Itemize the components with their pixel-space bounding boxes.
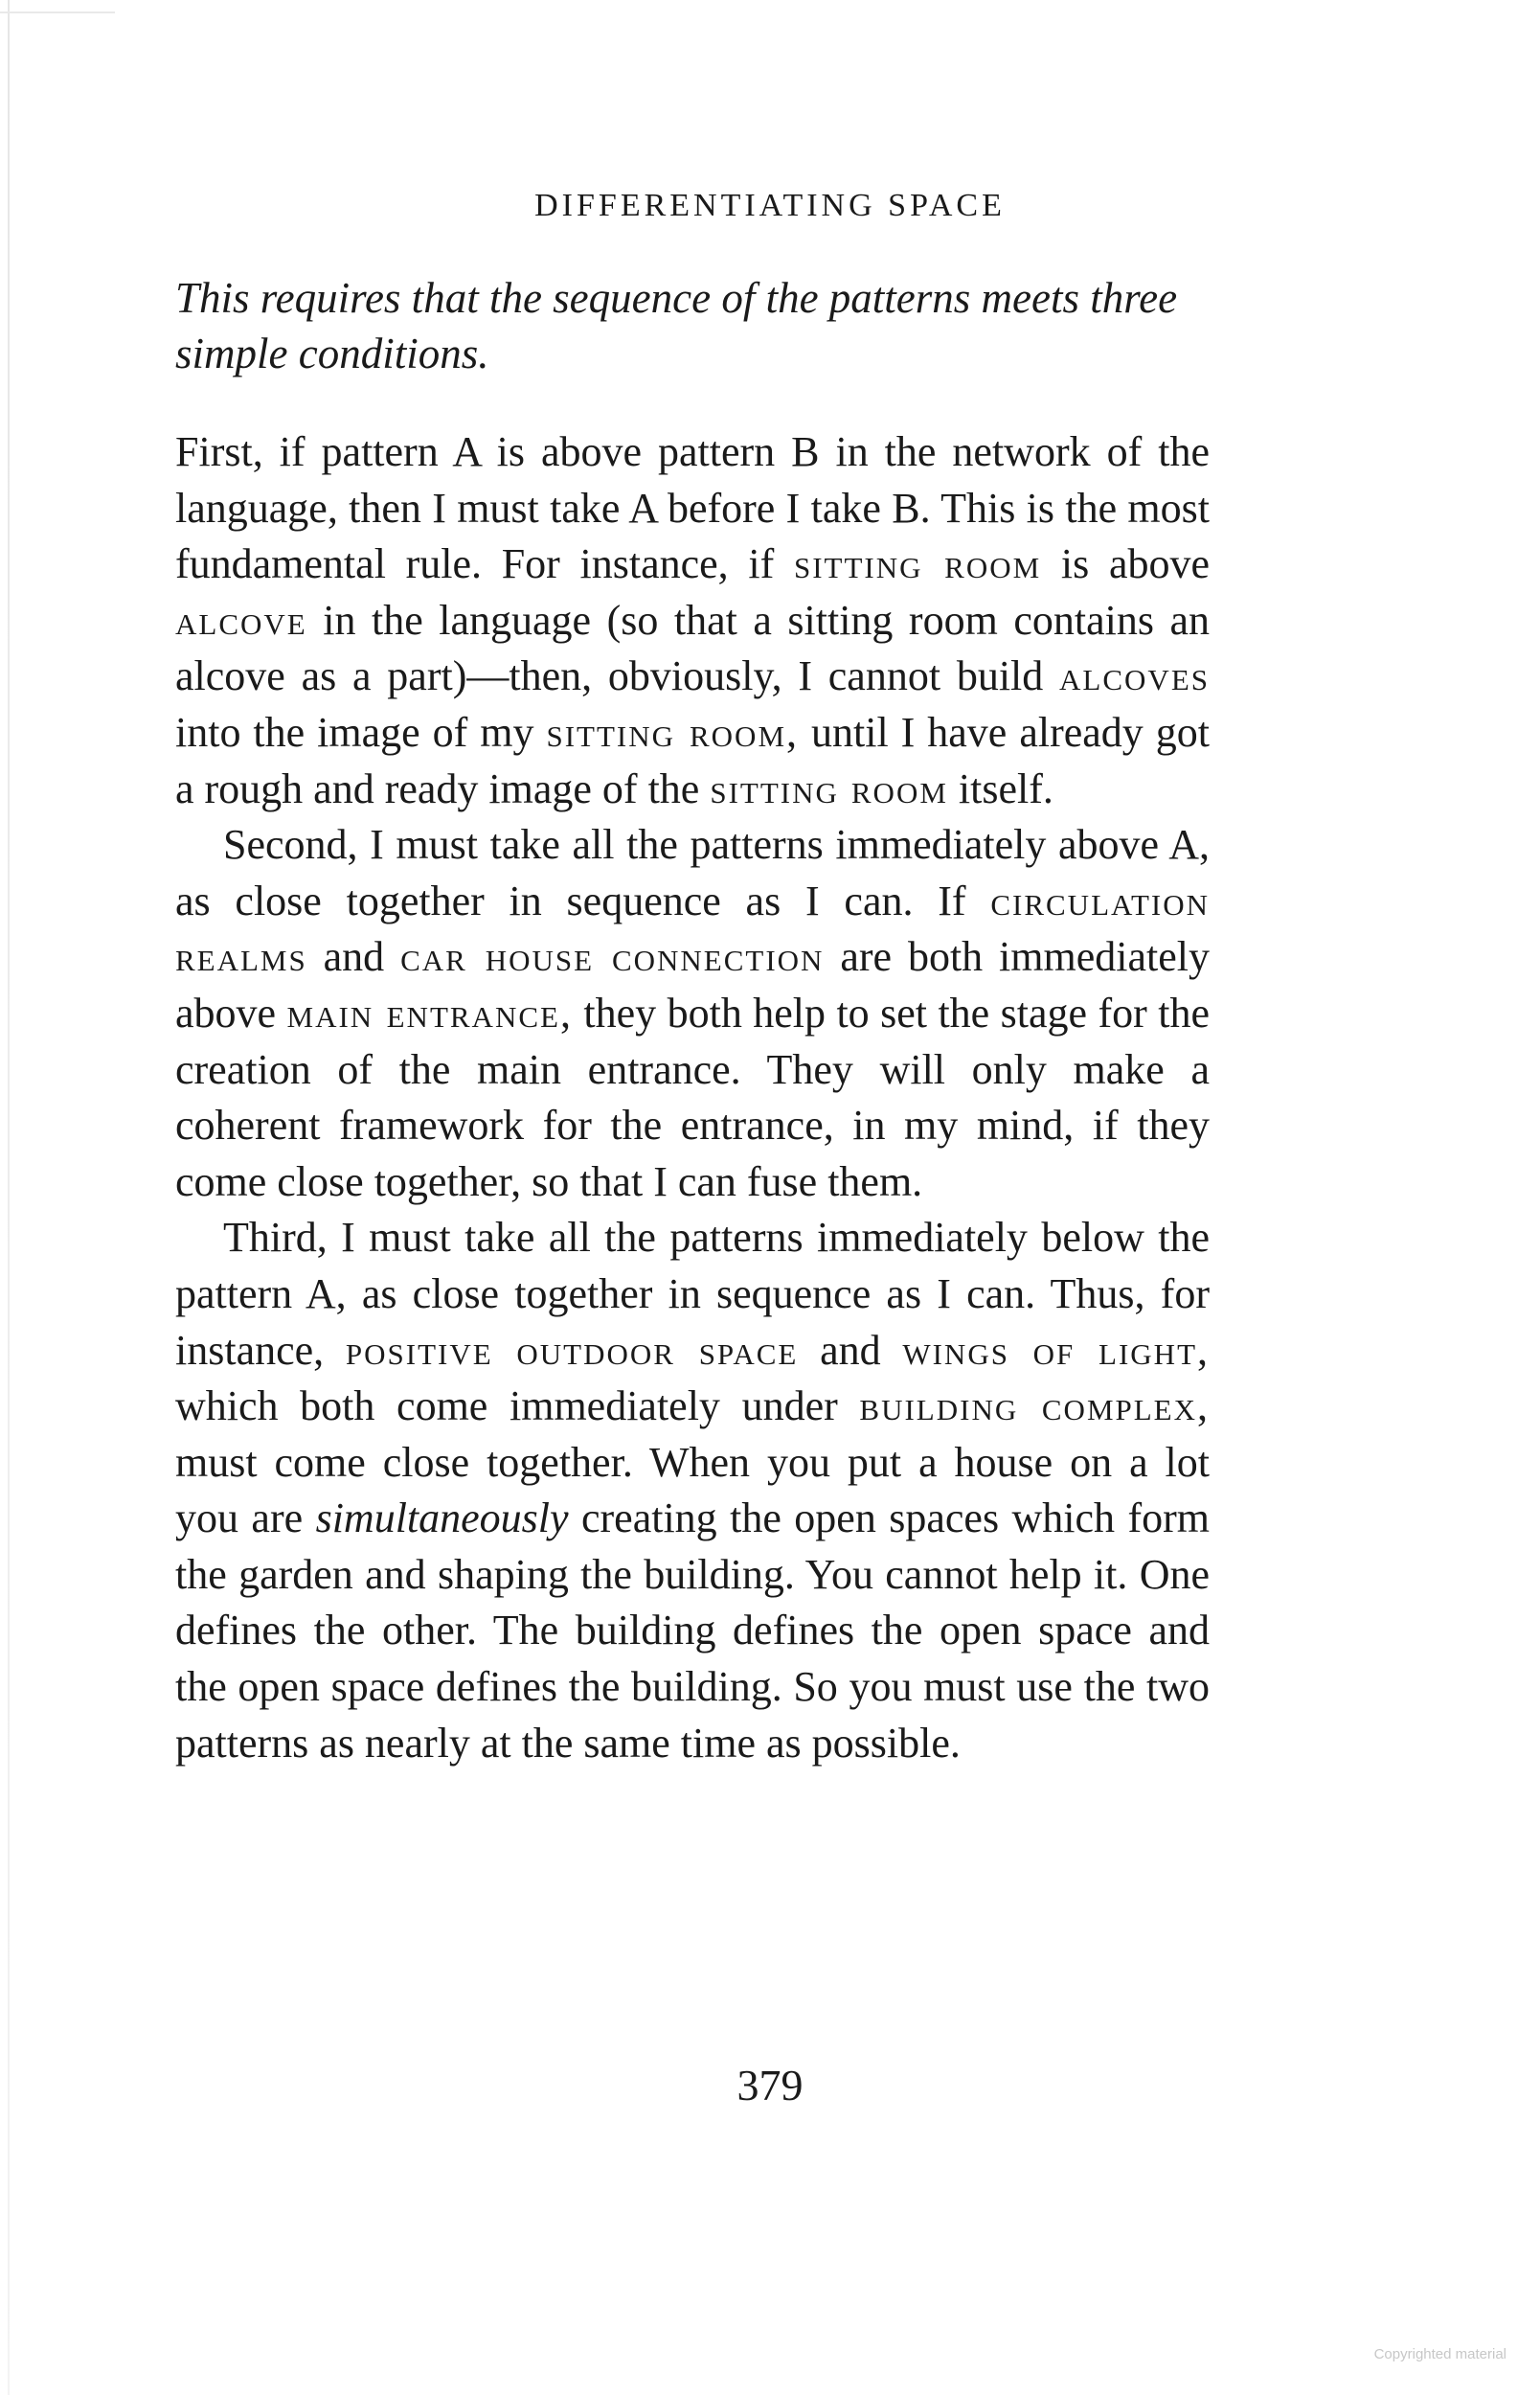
pattern-name: car house connection [400,933,825,981]
paragraph-first [175,424,1210,817]
text-run: Third, I must take all the patterns immediately below the pattern A, as close together in sequence as I can. Thus, for instance, [175,1214,1210,1374]
text-run: itself. [947,764,1053,812]
text-run: they both help to set the stage for the creation of the main entrance. They will only make a coherent framework for the entrance, in my mind, if they come close together, so that I can fuse them. [175,989,1210,1205]
text-run: and [306,933,401,981]
pattern-name: main entrance, [286,989,573,1037]
text-run: and [798,1326,903,1374]
text-run: in the language (so that a sitting room contains an alcove as a part)—then, obviously, I cannot build [175,596,1210,700]
text-run: which both come immediately under [175,1382,860,1430]
pattern-name: alcove [175,596,307,644]
pattern-name: alcoves [1059,652,1210,700]
pattern-name: positive outdoor space [345,1326,799,1374]
pattern-name: sitting room [793,540,1042,588]
copyright-watermark: Copyrighted material [1373,2346,1506,2362]
scan-edge-top [0,11,115,13]
text-run: is above [1041,540,1210,588]
emphasis-text: simultaneously [315,1494,569,1542]
text-run: until I have already got a rough and ready image of the [175,708,1210,812]
pattern-name: building complex, [859,1382,1211,1430]
text-run: Second, I must take all the patterns immediately above A, as close together in sequence as I can. If [175,821,1210,924]
pattern-name: sitting room, [546,708,800,756]
text-run: into the image of my [175,708,547,756]
pattern-name: circulation realms [175,877,1210,981]
text-run: First, if pattern A is above pattern B in the network of the language, then I must take A before I take B. This is the most fundamental rule. For instance, if [175,428,1210,588]
pattern-name: sitting room [710,764,948,812]
pattern-name: wings of light, [902,1326,1211,1374]
text-run: must come close together. When you put a house on a lot you are [175,1438,1210,1542]
text-run: are both immediately above [175,933,1210,1037]
text-run: creating the open spaces which form the garden and shaping the building. You cannot help it. One defines the other. The building defines the open space and the open space defines the building. So you must use the two patterns as nearly at the same time as possible. [175,1494,1210,1767]
paragraph-third [175,1210,1210,1771]
italic-intro: This requires that the sequence of the patterns meets three simple conditions. [175,274,1178,377]
body-text [175,424,1210,1771]
running-head: DIFFERENTIATING SPACE [534,188,1006,223]
page-number: 379 [736,2061,804,2110]
scan-edge-left [8,0,10,2395]
paragraph-second [175,817,1210,1210]
